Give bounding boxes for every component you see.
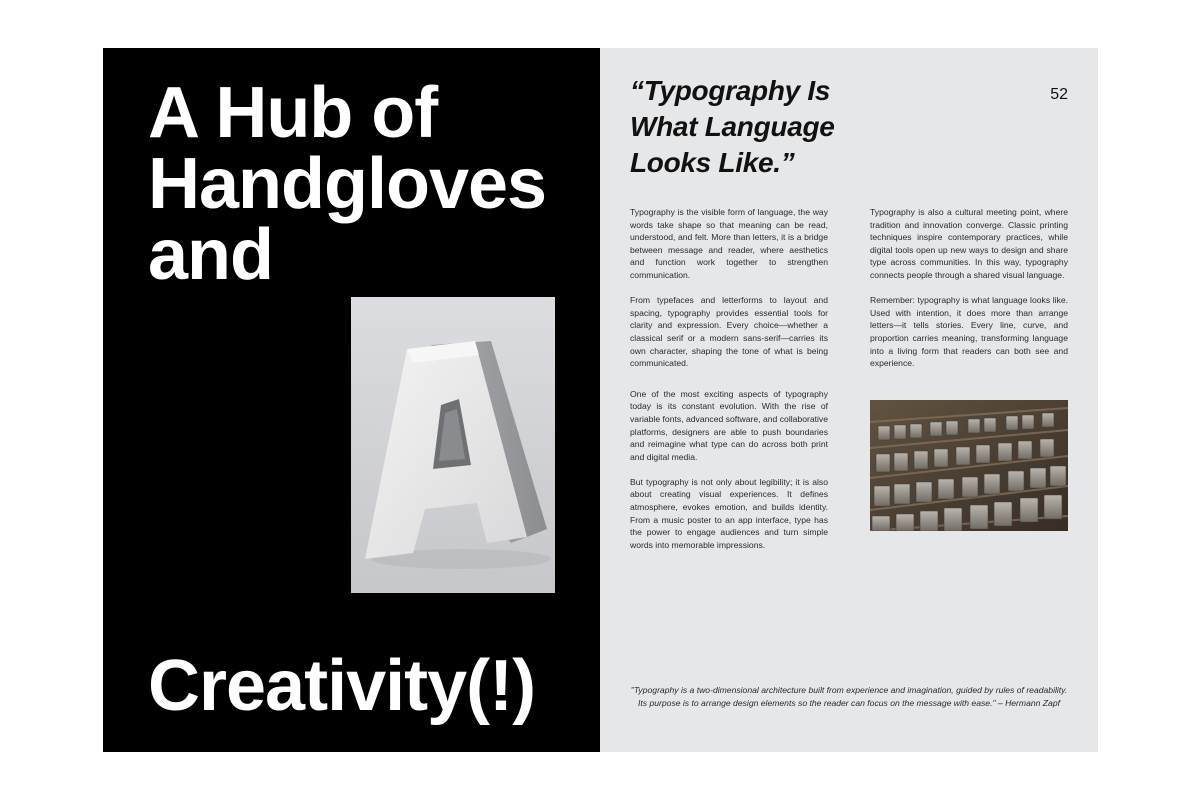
- text-column-right: [870, 206, 1068, 382]
- paragraph: But typography is not only about legibility; it is also about creating visual experiences. It defines atmosphere, evokes emotion, and builds identity. From a music poster to an app interface, type has the power to engage audiences and turn simple words into memorable impressions.: [630, 476, 828, 550]
- paragraph: Typography is the visible form of language, the way words take shape so that meaning can be read, understood, and felt. More than letters, it is a bridge between message and reader, where aesthetics and function work together to strengthen communication.: [630, 207, 828, 280]
- headline-line-1: A Hub of: [148, 73, 438, 153]
- headline-end: Creativity(!): [148, 646, 536, 726]
- quote-title: “Typography Is What Language Looks Like.”: [630, 75, 835, 178]
- headline-line-3: and: [148, 215, 274, 295]
- paragraph: Remember: typography is what language looks like. Used with intention, it does more than arrange letters—it tells stories. Every line, curve, and proportion carries meaning, transforming language into a living form that readers can both see and experience.: [870, 295, 1068, 369]
- text-column-left: [630, 206, 828, 564]
- headline: [148, 73, 547, 295]
- letterpress-type-icon: [870, 400, 1068, 531]
- right-page: [600, 48, 1098, 752]
- letter-a-sculpture-icon: [351, 297, 555, 593]
- page-number: 52: [1050, 86, 1068, 103]
- magazine-spread: [103, 48, 1098, 752]
- paragraph: One of the most exciting aspects of typography today is its constant evolution. With the rise of variable fonts, advanced software, and collaborative platforms, designers are able to push boundaries and reimagine what type can do across both print and digital media.: [630, 388, 828, 462]
- footer-quote: "Typography is a two-dimensional architecture built from experience and imagination, guided by rules of readability. Its purpose is to arrange design elements so the reader can focus on the message with ease." – Hermann Zapf: [630, 685, 1068, 708]
- paragraph: From typefaces and letterforms to layout and spacing, typography provides essential tools for clarity and expression. Every choice—whether a classical serif or a modern sans-serif—carries its own character, shaping the tone of what is being communicated.: [630, 295, 828, 369]
- paragraph: Typography is also a cultural meeting point, where tradition and innovation converge. Classic printing techniques inspire contemporary practices, while digital tools open up new ways to design and share type across communities. In this way, typography connects people through a shared visual language.: [870, 207, 1068, 280]
- left-page: [103, 48, 600, 752]
- headline-line-2: Handgloves: [148, 144, 547, 224]
